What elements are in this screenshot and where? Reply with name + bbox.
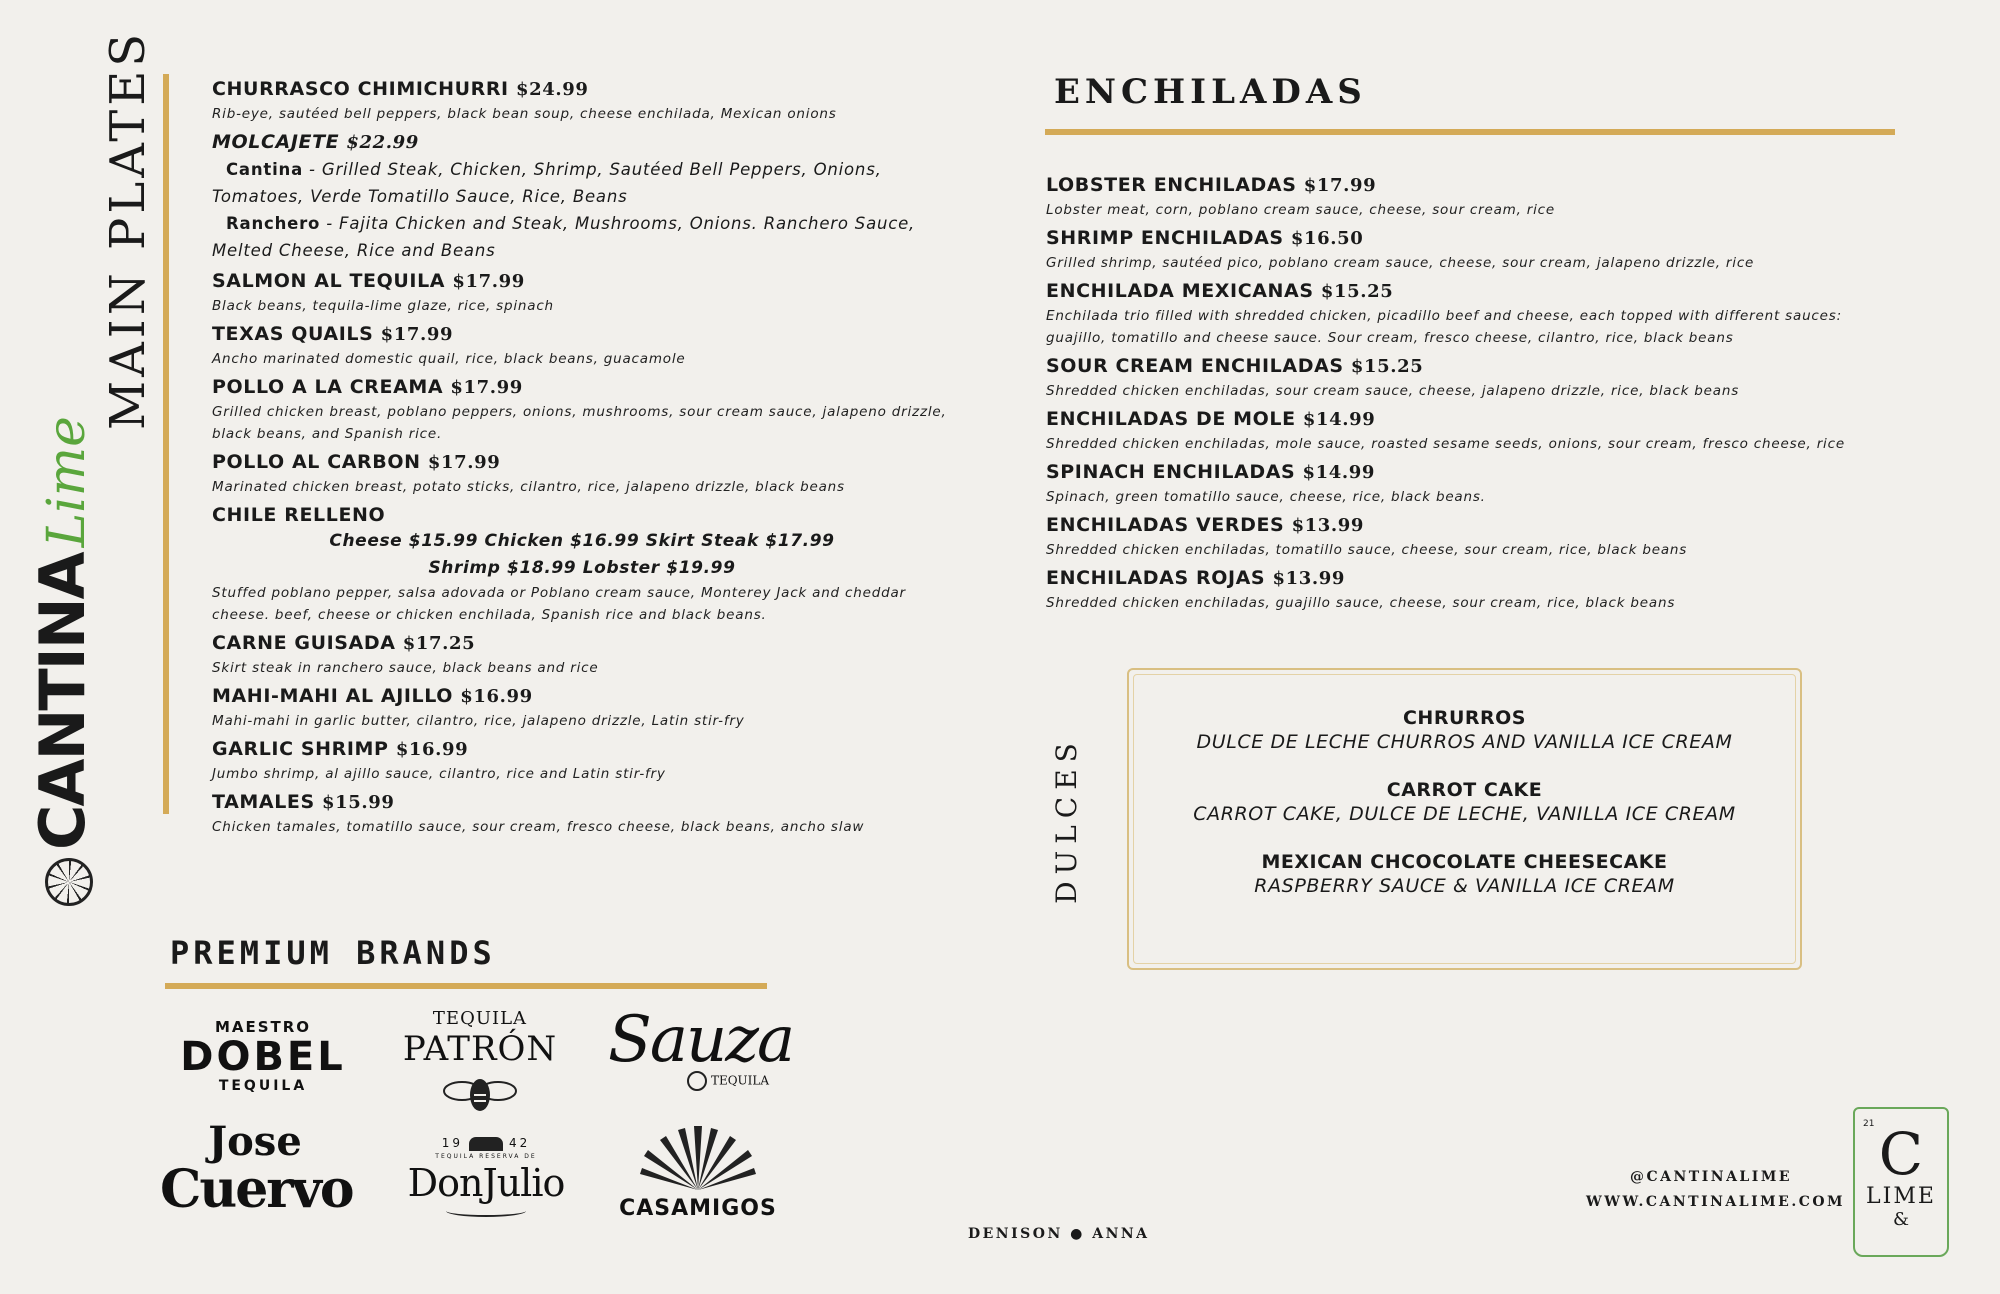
menu-item-name: CHILE RELLENO (212, 504, 386, 526)
menu-item-title (1046, 225, 1906, 252)
menu-item-description: Stuffed poblano pepper, salsa adovada or Poblano cream sauce, Monterey Jack and cheddar cheese. beef, cheese or chicken enchilada, Spanish rice and black beans. (212, 585, 906, 623)
menu-item-description: Shredded chicken enchiladas, mole sauce, roasted sesame seeds, onions, sour cream, fresco cheese, rice (1046, 436, 1845, 452)
menu-item-price: $17.99 (380, 324, 454, 345)
c-lime-badge (1853, 1107, 1949, 1257)
menu-item-price: $13.99 (1291, 515, 1365, 536)
cantina-lime-logo (26, 416, 128, 850)
logo-word-lime: Lime (37, 416, 97, 548)
menu-item-name: SALMON AL TEQUILA (212, 270, 446, 292)
menu-item-title (1046, 512, 1906, 539)
menu-item-title (212, 76, 952, 103)
menu-item-title (212, 374, 952, 401)
brand-logo-don-julio (396, 1136, 576, 1217)
menu-item-title (1046, 565, 1906, 592)
menu-item-price: $17.25 (402, 633, 476, 654)
variant-text: - Fajita Chicken and Steak, Mushrooms, Onions. Ranchero Sauce, Melted Cheese, Rice and Beans (212, 214, 916, 260)
menu-item-price: $13.99 (1272, 568, 1345, 589)
menu-item-name: SHRIMP ENCHILADAS (1046, 227, 1284, 249)
menu-item-title (212, 683, 952, 710)
badge-word: LIME (1866, 1184, 1936, 1209)
menu-item-price: $16.99 (395, 739, 469, 760)
brand-logo-sauza (608, 1003, 794, 1091)
menu-item-price: $17.99 (450, 377, 523, 398)
menu-item-title (212, 268, 952, 295)
menu-item-price: $15.25 (1320, 281, 1394, 302)
menu-item-name: CARNE GUISADA (212, 632, 396, 654)
patron-top: TEQUILA (432, 1008, 528, 1029)
menu-item-title (212, 449, 952, 476)
dessert-description: DULCE DE LECHE CHURROS AND VANILLA ICE CREAM (1196, 731, 1733, 753)
social-handle[interactable]: @CANTINALIME (1630, 1169, 1792, 1185)
menu-item-name: CHURRASCO CHIMICHURRI (212, 78, 509, 100)
section-title-premium-brands: PREMIUM BRANDS (170, 934, 496, 972)
menu-item-description: Lobster meat, corn, poblano cream sauce, cheese, sour cream, rice (1046, 202, 1556, 218)
menu-item-description: Shredded chicken enchiladas, sour cream sauce, cheese, jalapeno drizzle, rice, black beans (1046, 383, 1740, 399)
dessert-name: MEXICAN CHCOCOLATE CHEESECAKE (1261, 851, 1668, 873)
premium-brands-divider (165, 983, 767, 989)
dessert-item (1129, 850, 1800, 898)
menu-item-title (1046, 172, 1906, 199)
donjulio-hat-icon (469, 1137, 503, 1151)
donjulio-years (396, 1136, 576, 1151)
menu-item-description: Shredded chicken enchiladas, tomatillo sauce, cheese, sour cream, rice, black beans (1046, 542, 1688, 558)
menu-item-name: ENCHILADAS DE MOLE (1046, 408, 1296, 430)
menu-item-description: Enchilada trio filled with shredded chicken, picadillo beef and cheese, each topped with different sauces: guajillo, tomatillo and cheese sauce. Sour cream, fresco cheese, cilantro, rice, black beans (1046, 308, 1842, 346)
menu-item-title (212, 736, 952, 763)
dobel-main: DOBEL (180, 1034, 346, 1080)
menu-item-name: MOLCAJETE (212, 131, 340, 153)
variant-text: - Grilled Steak, Chicken, Shrimp, Sautéed Bell Peppers, Onions, Tomatoes, Verde Tomatillo Sauce, Rice, Beans (212, 160, 882, 206)
menu-item-price: $17.99 (452, 271, 525, 292)
menu-item-price: $17.99 (427, 452, 501, 473)
chile-relleno-options: Shrimp $18.99 Lobster $19.99 (428, 558, 736, 578)
menu-item-price: $16.50 (1290, 228, 1364, 249)
logo-word-cantina: CANTINA (26, 553, 99, 850)
donjulio-year2: 42 (509, 1136, 531, 1150)
menu-item-name: ENCHILADAS VERDES (1046, 514, 1285, 536)
chile-relleno-options: Cheese $15.99 Chicken $16.99 Skirt Steak $17.99 (329, 531, 835, 551)
dessert-name: CARROT CAKE (1386, 779, 1543, 801)
badge-number: 21 (1863, 1119, 1875, 1129)
menu-item-price: $22.99 (346, 132, 419, 153)
menu-item-name: LOBSTER ENCHILADAS (1046, 174, 1297, 196)
menu-item-name: ENCHILADAS ROJAS (1046, 567, 1266, 589)
brand-logo-jose-cuervo (160, 1118, 353, 1220)
sauza-bottom-row (678, 1071, 778, 1091)
dobel-bottom: TEQUILA (218, 1078, 308, 1094)
menu-item-name: GARLIC SHRIMP (212, 738, 389, 760)
footer-locations: DENISON ● ANNA (968, 1226, 1150, 1242)
cuervo-line2: Cuervo (160, 1159, 353, 1220)
dobel-top: MAESTRO (214, 1018, 312, 1036)
menu-item-description: Ancho marinated domestic quail, rice, black beans, guacamole (212, 351, 686, 367)
menu-item-name: SOUR CREAM ENCHILADAS (1046, 355, 1344, 377)
menu-item-title (1046, 278, 1906, 305)
enchiladas-divider (1045, 129, 1895, 135)
dessert-description: CARROT CAKE, DULCE DE LECHE, VANILLA ICE CREAM (1193, 803, 1736, 825)
menu-item-description: Grilled chicken breast, poblano peppers, onions, mushrooms, sour cream sauce, jalapeno drizzle, black beans, and Spanish rice. (212, 404, 947, 442)
menu-item-description: Grilled shrimp, sautéed pico, poblano cream sauce, cheese, sour cream, jalapeno drizzle, rice (1046, 255, 1755, 271)
menu-item-price: $15.99 (322, 792, 395, 813)
molcajete-variant (212, 156, 952, 210)
dessert-name: CHRURROS (1402, 707, 1526, 729)
patron-bee-icon (440, 1069, 520, 1117)
menu-item-description: Mahi-mahi in garlic butter, cilantro, rice, jalapeno drizzle, Latin stir-fry (212, 713, 745, 729)
menu-item-price: $14.99 (1302, 409, 1376, 430)
main-plates-divider (163, 74, 169, 814)
lime-slice-icon (45, 858, 93, 906)
menu-item-description: Rib-eye, sautéed bell peppers, black bean soup, cheese enchilada, Mexican onions (212, 106, 837, 122)
menu-item-title (212, 789, 952, 816)
variant-label: Cantina (226, 160, 304, 179)
menu-item-title (212, 630, 952, 657)
menu-item-name: TEXAS QUAILS (212, 323, 374, 345)
footer-social (1586, 1165, 1846, 1215)
menu-item-price: $14.99 (1302, 462, 1376, 483)
menu-item-title (212, 129, 952, 156)
donjulio-flourish (446, 1205, 526, 1217)
menu-item-title (1046, 353, 1906, 380)
menu-item-title (212, 321, 952, 348)
menu-item-description: Spinach, green tomatillo sauce, cheese, rice, black beans. (1046, 489, 1486, 505)
brand-logo-dobel (168, 1018, 358, 1094)
sauza-bottom: TEQUILA (710, 1073, 770, 1088)
menu-item-description: Shredded chicken enchiladas, guajillo sauce, cheese, sour cream, rice, black beans (1046, 595, 1676, 611)
menu-item-price: $17.99 (1303, 175, 1377, 196)
menu-item-name: TAMALES (212, 791, 315, 813)
sauza-main: Sauza (608, 1003, 794, 1077)
menu-item-name: POLLO A LA CREAMA (212, 376, 444, 398)
menu-item-description: Jumbo shrimp, al ajillo sauce, cilantro, rice and Latin stir-fry (212, 766, 666, 782)
menu-item-description: Skirt steak in ranchero sauce, black beans and rice (212, 660, 599, 676)
menu-item-title (1046, 459, 1906, 486)
brand-logo-casamigos (618, 1122, 778, 1221)
brand-logo-patron (395, 1008, 565, 1121)
dessert-item (1129, 706, 1800, 754)
dessert-description: RASPBERRY SAUCE & VANILLA ICE CREAM (1254, 875, 1675, 897)
cuervo-line1: Jose (208, 1118, 302, 1165)
patron-main: PATRÓN (402, 1029, 558, 1069)
main-plates-list (212, 72, 952, 838)
menu-item-description: Chicken tamales, tomatillo sauce, sour cream, fresco cheese, black beans, ancho slaw (212, 819, 865, 835)
molcajete-variant (212, 210, 952, 264)
casamigos-main: CASAMIGOS (619, 1196, 777, 1221)
menu-item-price: $16.99 (460, 686, 533, 707)
donjulio-main: DonJulio (407, 1160, 565, 1205)
sauza-seal-icon (687, 1071, 707, 1091)
menu-item-name: POLLO AL CARBON (212, 451, 421, 473)
menu-item-description: Marinated chicken breast, potato sticks, cilantro, rice, jalapeno drizzle, black beans (212, 479, 845, 495)
donjulio-tag: TEQUILA RESERVA DE (435, 1152, 537, 1160)
section-title-dulces: DULCES (1050, 736, 1083, 904)
menu-item-title (212, 502, 952, 528)
menu-item-price: $15.25 (1350, 356, 1424, 377)
donjulio-year1: 19 (441, 1136, 463, 1150)
badge-letter-c: C (1878, 1120, 1924, 1188)
dulces-list (1129, 706, 1800, 922)
badge-ampersand: & (1892, 1209, 1910, 1230)
dulces-box (1127, 668, 1802, 970)
agave-icon (638, 1122, 758, 1192)
dessert-item (1129, 778, 1800, 826)
website-link[interactable]: WWW.CANTINALIME.COM (1586, 1194, 1846, 1210)
enchiladas-list (1046, 168, 1906, 614)
menu-item-name: MAHI-MAHI AL AJILLO (212, 685, 454, 707)
menu-item-price: $24.99 (515, 79, 589, 100)
menu-item-name: SPINACH ENCHILADAS (1046, 461, 1296, 483)
menu-item-description: Black beans, tequila-lime glaze, rice, spinach (212, 298, 554, 314)
section-title-enchiladas: ENCHILADAS (1054, 72, 1367, 112)
menu-item-name: ENCHILADA MEXICANAS (1046, 280, 1314, 302)
menu-item-title (1046, 406, 1906, 433)
variant-label: Ranchero (226, 214, 321, 233)
section-title-main-plates: MAIN PLATES (100, 29, 156, 430)
